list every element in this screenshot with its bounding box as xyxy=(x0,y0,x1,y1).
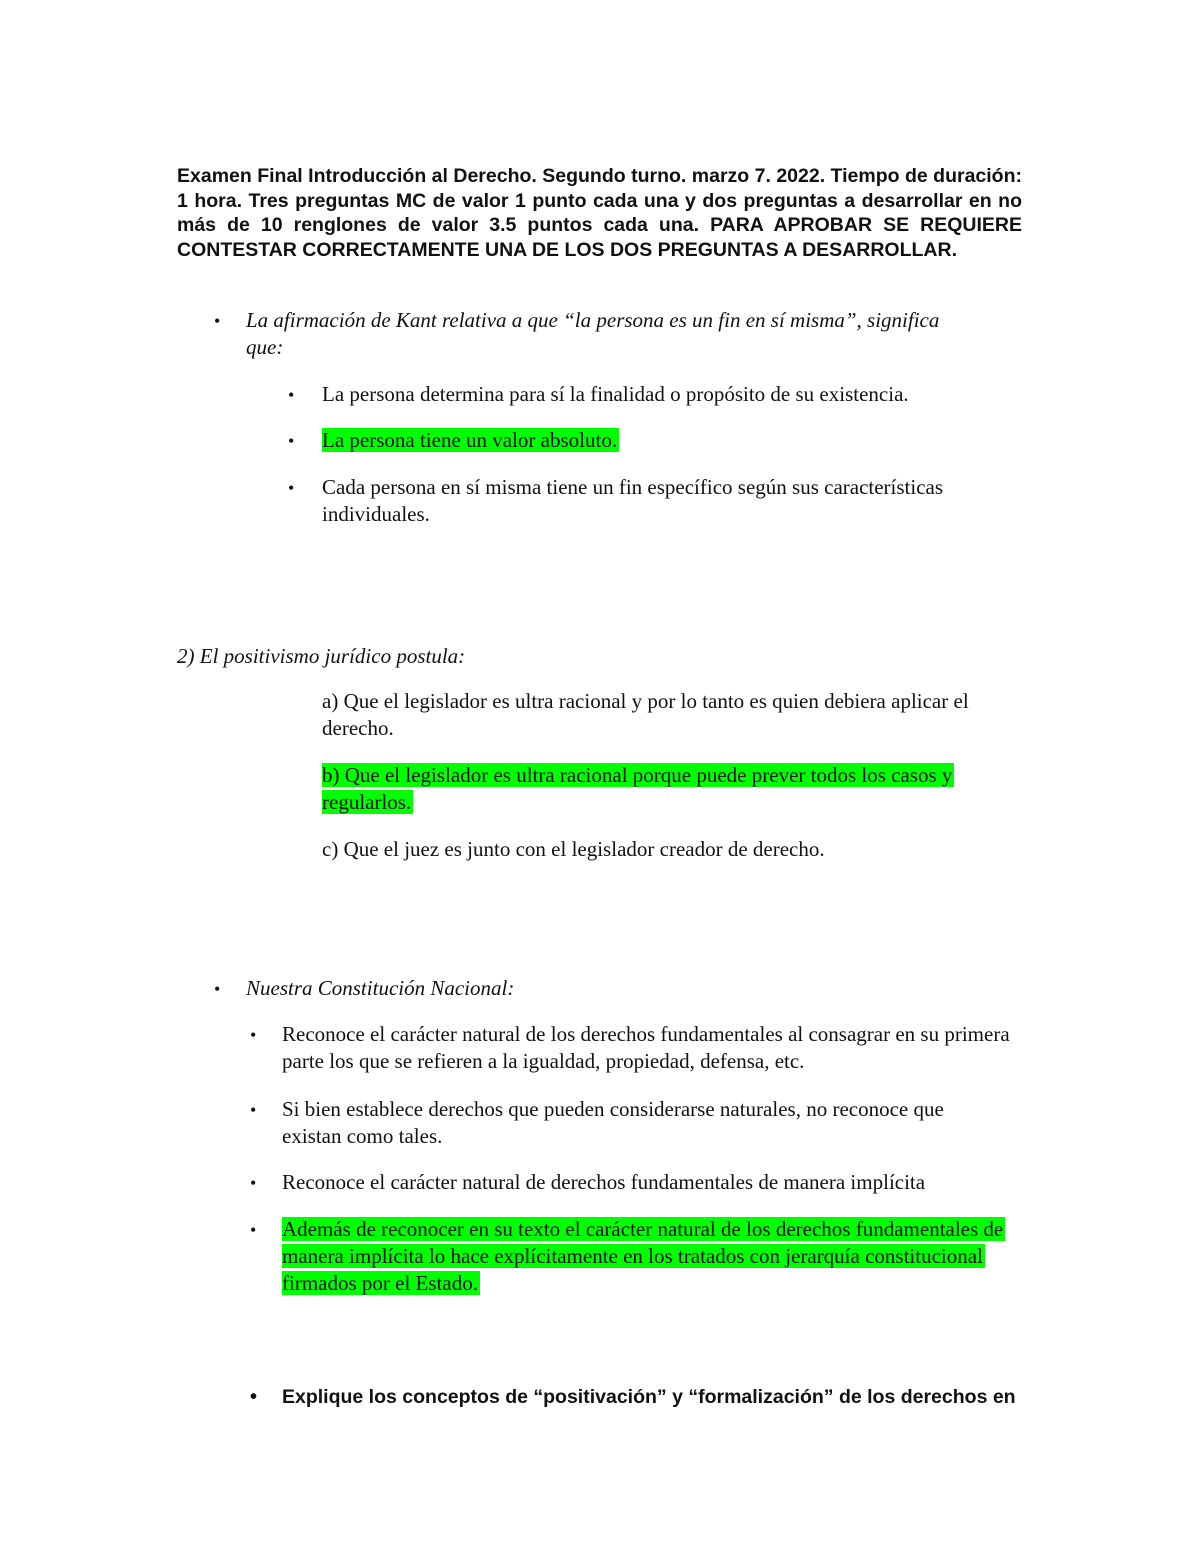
question-3-prompt: Nuestra Constitución Nacional: xyxy=(246,976,515,1000)
bullet-icon: • xyxy=(214,979,221,999)
question-1-option-2 xyxy=(322,427,1022,454)
question-2-option-b xyxy=(322,762,1022,816)
question-2-option-c: c) Que el juez es junto con el legislador creador de derecho. xyxy=(322,837,825,861)
bullet-icon: • xyxy=(288,385,295,405)
question-1-option-1: La persona determina para sí la finalidad o propósito de su existencia. xyxy=(322,382,909,406)
bullet-icon: • xyxy=(214,311,221,331)
correct-answer-highlight: b) Que el legislador es ultra racional porque puede prever todos los casos y regularlos. xyxy=(322,763,953,814)
bullet-icon: • xyxy=(250,1386,258,1408)
question-3-option-1: Reconoce el carácter natural de los derechos fundamentales al consagrar en su primera parte los que se refieren a la igualdad, propiedad, defensa, etc. xyxy=(282,1022,1010,1073)
bullet-icon: • xyxy=(250,1220,257,1240)
bullet-icon: • xyxy=(288,431,295,451)
question-4-prompt: Explique los conceptos de “positivación” y “formalización” de los derechos en xyxy=(282,1386,1016,1408)
question-1-option-3: Cada persona en sí misma tiene un fin específico según sus características individuales. xyxy=(322,475,944,526)
correct-answer-highlight: La persona tiene un valor absoluto. xyxy=(322,428,618,452)
question-1-prompt: La afirmación de Kant relativa a que “la persona es un fin en sí misma”, significa que: xyxy=(246,308,940,359)
bullet-icon: • xyxy=(250,1100,257,1120)
bullet-icon: • xyxy=(250,1173,257,1193)
question-2-option-a: a) Que el legislador es ultra racional y por lo tanto es quien debiera aplicar el derecho. xyxy=(322,689,969,740)
question-3-option-2: Si bien establece derechos que pueden considerarse naturales, no reconoce que existan como tales. xyxy=(282,1097,944,1148)
question-3-option-3: Reconoce el carácter natural de derechos fundamentales de manera implícita xyxy=(282,1170,926,1194)
question-3-option-4 xyxy=(282,1216,1024,1297)
question-2-prompt: 2) El positivismo jurídico postula: xyxy=(177,644,466,668)
bullet-icon: • xyxy=(250,1025,257,1045)
correct-answer-highlight: Además de reconocer en su texto el carácter natural de los derechos fundamentales de manera implícita lo hace explícitamente en los tratados con jerarquía constitucional firmados por el Estado. xyxy=(282,1217,1004,1295)
bullet-icon: • xyxy=(288,478,295,498)
exam-header: Examen Final Introducción al Derecho. Segundo turno. marzo 7. 2022. Tiempo de duración: 1 hora. Tres preguntas MC de valor 1 punto cada una y dos preguntas a desarrollar en no más de 10 renglones de valor 3.5 puntos cada una. PARA APROBAR SE REQUIERE CONTESTAR CORRECTAMENTE UNA DE LOS DOS PREGUNTAS A DESARROLLAR. xyxy=(177,165,1022,261)
